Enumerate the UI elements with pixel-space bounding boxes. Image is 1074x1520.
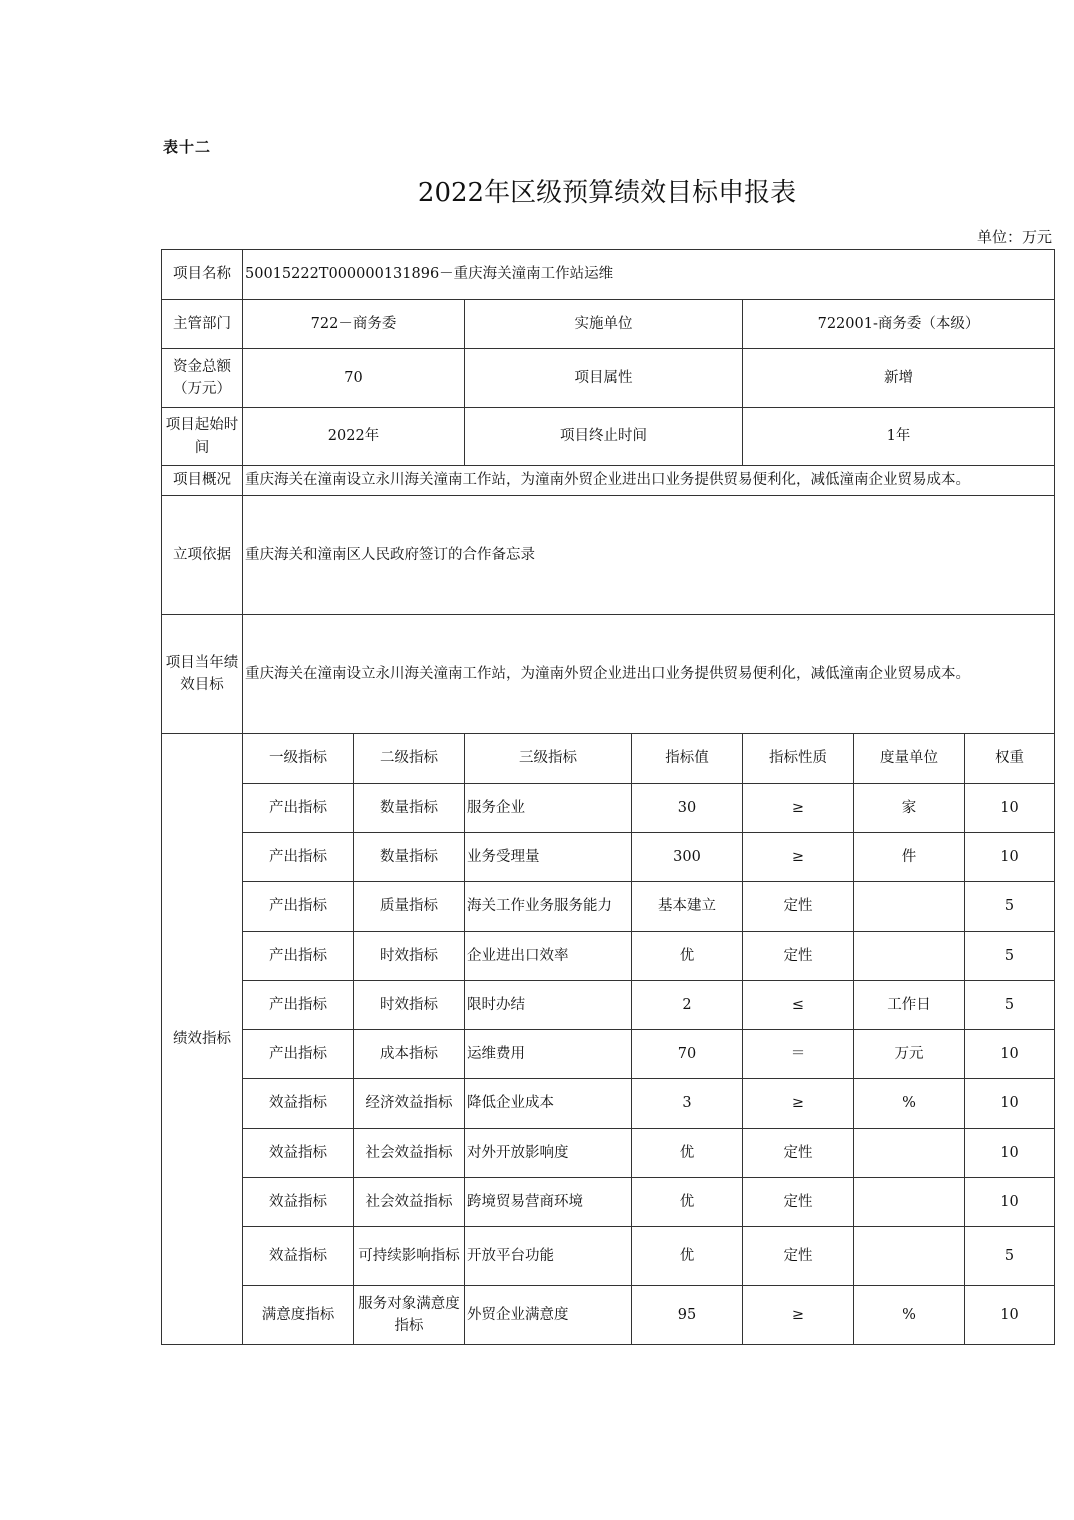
indicator-level2-cell: 时效指标 xyxy=(354,932,465,981)
indicator-value-cell: 95 xyxy=(632,1286,743,1345)
indicator-row xyxy=(162,784,1055,833)
indicator-level1-cell: 效益指标 xyxy=(243,1079,354,1129)
end-time-value: 1年 xyxy=(743,408,1055,466)
indicator-value-cell: 3 xyxy=(632,1079,743,1129)
indicator-level3-cell: 服务企业 xyxy=(465,784,632,833)
indicator-nature-cell: 定性 xyxy=(743,1227,854,1286)
row-annual-goal xyxy=(162,615,1055,734)
indicator-unit-cell xyxy=(854,1227,965,1286)
indicator-value-cell: 70 xyxy=(632,1030,743,1079)
table-number: 表十二 xyxy=(163,138,212,156)
indicator-nature-cell: 定性 xyxy=(743,1129,854,1178)
indicator-level3-cell: 对外开放影响度 xyxy=(465,1129,632,1178)
indicator-level3-cell: 业务受理量 xyxy=(465,833,632,882)
header-nature: 指标性质 xyxy=(743,734,854,784)
indicator-level2-cell: 数量指标 xyxy=(354,833,465,882)
indicator-nature-cell: ＝ xyxy=(743,1030,854,1079)
indicator-weight-cell: 10 xyxy=(965,1178,1055,1227)
indicator-value-cell: 30 xyxy=(632,784,743,833)
indicator-weight-cell: 10 xyxy=(965,1079,1055,1129)
start-time-label: 项目起始时间 xyxy=(162,408,243,466)
row-project-name xyxy=(162,250,1055,300)
indicator-weight-cell: 10 xyxy=(965,1030,1055,1079)
indicator-level1-cell: 产出指标 xyxy=(243,833,354,882)
header-level3: 三级指标 xyxy=(465,734,632,784)
row-department xyxy=(162,300,1055,349)
end-time-label: 项目终止时间 xyxy=(465,408,743,466)
indicator-level3-cell: 外贸企业满意度 xyxy=(465,1286,632,1345)
indicator-nature-cell: 定性 xyxy=(743,932,854,981)
indicator-level1-cell: 产出指标 xyxy=(243,981,354,1030)
indicator-level3-cell: 开放平台功能 xyxy=(465,1227,632,1286)
indicator-value-cell: 基本建立 xyxy=(632,882,743,932)
row-basis xyxy=(162,496,1055,615)
indicator-row xyxy=(162,882,1055,932)
indicator-value-cell: 优 xyxy=(632,1227,743,1286)
indicator-weight-cell: 5 xyxy=(965,882,1055,932)
indicator-unit-cell: 件 xyxy=(854,833,965,882)
indicator-level1-cell: 效益指标 xyxy=(243,1227,354,1286)
basis-value: 重庆海关和潼南区人民政府签订的合作备忘录 xyxy=(243,496,1055,615)
budget-form-table xyxy=(161,249,1055,1345)
implementing-unit-value: 722001-商务委（本级） xyxy=(743,300,1055,349)
indicator-weight-cell: 5 xyxy=(965,981,1055,1030)
header-level2: 二级指标 xyxy=(354,734,465,784)
indicator-level2-cell: 时效指标 xyxy=(354,981,465,1030)
indicator-level1-cell: 产出指标 xyxy=(243,882,354,932)
indicator-value-cell: 优 xyxy=(632,1129,743,1178)
overview-label: 项目概况 xyxy=(162,466,243,496)
implementing-unit-label: 实施单位 xyxy=(465,300,743,349)
document-title: 2022年区级预算绩效目标申报表 xyxy=(417,178,797,208)
indicator-level2-cell: 服务对象满意度指标 xyxy=(354,1286,465,1345)
indicator-level1-cell: 产出指标 xyxy=(243,784,354,833)
project-name-value: 50015222T000000131896－重庆海关潼南工作站运维 xyxy=(243,250,1055,300)
indicator-weight-cell: 10 xyxy=(965,1129,1055,1178)
indicator-weight-cell: 10 xyxy=(965,784,1055,833)
indicator-level2-cell: 数量指标 xyxy=(354,784,465,833)
indicator-level1-cell: 效益指标 xyxy=(243,1178,354,1227)
header-unit: 度量单位 xyxy=(854,734,965,784)
row-period xyxy=(162,408,1055,466)
indicator-row xyxy=(162,833,1055,882)
annual-goal-value: 重庆海关在潼南设立永川海关潼南工作站，为潼南外贸企业进出口业务提供贸易便利化，减低潼南企业贸易成本。 xyxy=(243,615,1055,734)
indicator-nature-cell: ≥ xyxy=(743,1079,854,1129)
indicator-unit-cell: % xyxy=(854,1079,965,1129)
indicator-nature-cell: ≥ xyxy=(743,1286,854,1345)
indicator-row xyxy=(162,1227,1055,1286)
project-attribute-value: 新增 xyxy=(743,349,1055,408)
indicator-unit-cell xyxy=(854,1178,965,1227)
indicator-unit-cell: % xyxy=(854,1286,965,1345)
indicator-weight-cell: 10 xyxy=(965,833,1055,882)
indicator-value-cell: 优 xyxy=(632,1178,743,1227)
fund-total-value: 70 xyxy=(243,349,465,408)
row-fund xyxy=(162,349,1055,408)
indicator-value-cell: 2 xyxy=(632,981,743,1030)
indicator-unit-cell xyxy=(854,882,965,932)
indicator-level1-cell: 满意度指标 xyxy=(243,1286,354,1345)
indicator-level2-cell: 社会效益指标 xyxy=(354,1178,465,1227)
indicator-level2-cell: 可持续影响指标 xyxy=(354,1227,465,1286)
indicator-level2-cell: 质量指标 xyxy=(354,882,465,932)
indicator-header-row xyxy=(162,734,1055,784)
start-time-value: 2022年 xyxy=(243,408,465,466)
project-name-label: 项目名称 xyxy=(162,250,243,300)
indicator-nature-cell: ≥ xyxy=(743,784,854,833)
indicator-level3-cell: 跨境贸易营商环境 xyxy=(465,1178,632,1227)
header-level1: 一级指标 xyxy=(243,734,354,784)
header-weight: 权重 xyxy=(965,734,1055,784)
indicator-row xyxy=(162,1129,1055,1178)
indicator-value-cell: 优 xyxy=(632,932,743,981)
basis-label: 立项依据 xyxy=(162,496,243,615)
indicator-level2-cell: 经济效益指标 xyxy=(354,1079,465,1129)
row-overview xyxy=(162,466,1055,496)
indicator-level2-cell: 成本指标 xyxy=(354,1030,465,1079)
indicator-nature-cell: ≤ xyxy=(743,981,854,1030)
indicator-weight-cell: 5 xyxy=(965,1227,1055,1286)
indicator-unit-cell: 工作日 xyxy=(854,981,965,1030)
indicator-level3-cell: 运维费用 xyxy=(465,1030,632,1079)
indicator-level3-cell: 企业进出口效率 xyxy=(465,932,632,981)
indicator-row xyxy=(162,1286,1055,1345)
indicator-level1-cell: 产出指标 xyxy=(243,932,354,981)
fund-total-label: 资金总额（万元） xyxy=(162,349,243,408)
indicator-row xyxy=(162,1178,1055,1227)
indicator-row xyxy=(162,1079,1055,1129)
indicator-level3-cell: 海关工作业务服务能力 xyxy=(465,882,632,932)
indicator-unit-cell: 万元 xyxy=(854,1030,965,1079)
indicator-level3-cell: 降低企业成本 xyxy=(465,1079,632,1129)
indicator-weight-cell: 5 xyxy=(965,932,1055,981)
department-value: 722－商务委 xyxy=(243,300,465,349)
indicator-level1-cell: 效益指标 xyxy=(243,1129,354,1178)
indicator-row xyxy=(162,1030,1055,1079)
annual-goal-label: 项目当年绩效目标 xyxy=(162,615,243,734)
indicator-unit-cell xyxy=(854,932,965,981)
indicator-section-label: 绩效指标 xyxy=(162,734,243,1345)
overview-value: 重庆海关在潼南设立永川海关潼南工作站，为潼南外贸企业进出口业务提供贸易便利化，减低潼南企业贸易成本。 xyxy=(243,466,1055,496)
department-label: 主管部门 xyxy=(162,300,243,349)
indicator-value-cell: 300 xyxy=(632,833,743,882)
indicator-nature-cell: 定性 xyxy=(743,1178,854,1227)
indicator-row xyxy=(162,981,1055,1030)
indicator-level2-cell: 社会效益指标 xyxy=(354,1129,465,1178)
indicator-nature-cell: ≥ xyxy=(743,833,854,882)
indicator-unit-cell xyxy=(854,1129,965,1178)
unit-label: 单位：万元 xyxy=(976,228,1052,246)
indicator-row xyxy=(162,932,1055,981)
header-value: 指标值 xyxy=(632,734,743,784)
indicator-unit-cell: 家 xyxy=(854,784,965,833)
indicator-level1-cell: 产出指标 xyxy=(243,1030,354,1079)
project-attribute-label: 项目属性 xyxy=(465,349,743,408)
indicator-nature-cell: 定性 xyxy=(743,882,854,932)
indicator-weight-cell: 10 xyxy=(965,1286,1055,1345)
indicator-level3-cell: 限时办结 xyxy=(465,981,632,1030)
